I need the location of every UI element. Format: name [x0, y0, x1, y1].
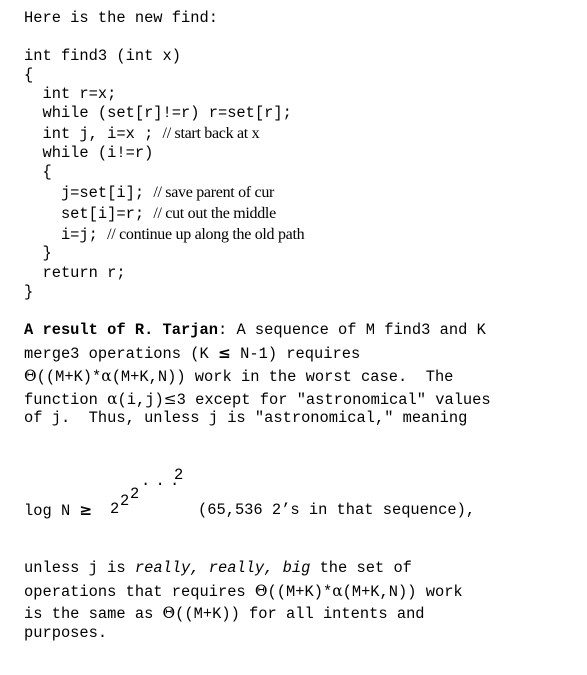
result-text: : A sequence of M find3 and K — [217, 321, 486, 339]
closing-line: purposes. — [24, 624, 108, 642]
result-text: 3 except for "astronomical" values — [176, 391, 491, 409]
result-text: merge3 operations (K — [24, 345, 218, 363]
code-text: set[i]=r; — [24, 205, 154, 223]
result-text: ((M+K)* — [36, 368, 102, 386]
theta-symbol: Θ — [24, 367, 37, 385]
alpha-symbol: α — [107, 390, 118, 408]
le-symbol: ≤ — [163, 390, 177, 408]
tower-exp1: 2 — [120, 492, 130, 510]
result-line — [24, 319, 486, 342]
tower-base: 2 — [110, 500, 120, 518]
code-line: int r=x; — [24, 85, 117, 103]
tower-dots: . . . — [141, 472, 178, 490]
result-text: (M+K,N)) work in the worst case. The — [111, 368, 454, 386]
closing-line — [24, 580, 463, 604]
code-comment: // start back at x — [162, 125, 260, 142]
tower-top: 2 — [174, 466, 184, 484]
code-line: while (set[r]!=r) r=set[r]; — [24, 104, 292, 122]
code-text: j=set[i]; — [24, 184, 154, 202]
closing-line — [24, 557, 412, 580]
code-line — [24, 204, 276, 224]
closing-text: ((M+K)) for all intents and — [175, 605, 425, 623]
code-text: i=j; — [24, 226, 108, 244]
result-text: (i,j) — [117, 391, 164, 409]
code-line — [24, 225, 304, 245]
code-line: { — [24, 66, 34, 84]
code-line: return r; — [24, 264, 126, 282]
code-comment: // continue up along the old path — [107, 226, 305, 243]
closing-text: (M+K,N)) work — [342, 583, 463, 601]
alpha-symbol: α — [101, 367, 112, 385]
closing-text: operations that requires — [24, 583, 255, 601]
intro-text: Here is the new find: — [24, 9, 218, 27]
ge-symbol: ≥ — [79, 501, 93, 519]
closing-text: is the same as — [24, 605, 163, 623]
code-text: int j, i=x ; — [24, 125, 163, 143]
code-line — [24, 124, 259, 144]
result-text: function — [24, 391, 108, 409]
code-comment: // save parent of cur — [153, 184, 275, 201]
log-prefix — [24, 499, 92, 523]
code-line: while (i!=r) — [24, 144, 154, 162]
code-line: int find3 (int x) — [24, 47, 182, 65]
emphasis-text: really, really, big — [134, 559, 311, 577]
log-suffix: (65,536 2’s in that sequence), — [198, 501, 476, 519]
alpha-symbol: α — [332, 582, 343, 600]
code-line: } — [24, 244, 52, 262]
result-text: N-1) requires — [230, 345, 361, 363]
closing-text: the set of — [310, 559, 412, 577]
tower-exp2: 2 — [130, 485, 140, 503]
theta-symbol: Θ — [254, 582, 268, 600]
log-text: log N — [24, 502, 80, 520]
le-symbol: ≤ — [217, 344, 231, 362]
result-line: of j. Thus, unless j is "astronomical," meaning — [24, 409, 468, 427]
result-line — [24, 342, 360, 366]
code-line — [24, 183, 274, 203]
closing-text: ((M+K)* — [267, 583, 333, 601]
result-line — [24, 365, 453, 389]
theta-symbol: Θ — [162, 604, 176, 622]
code-line: { — [24, 163, 52, 181]
code-comment: // cut out the middle — [153, 205, 276, 222]
closing-text: unless j is — [24, 559, 135, 577]
code-line: } — [24, 283, 34, 301]
result-heading: A result of R. Tarjan — [24, 321, 218, 339]
